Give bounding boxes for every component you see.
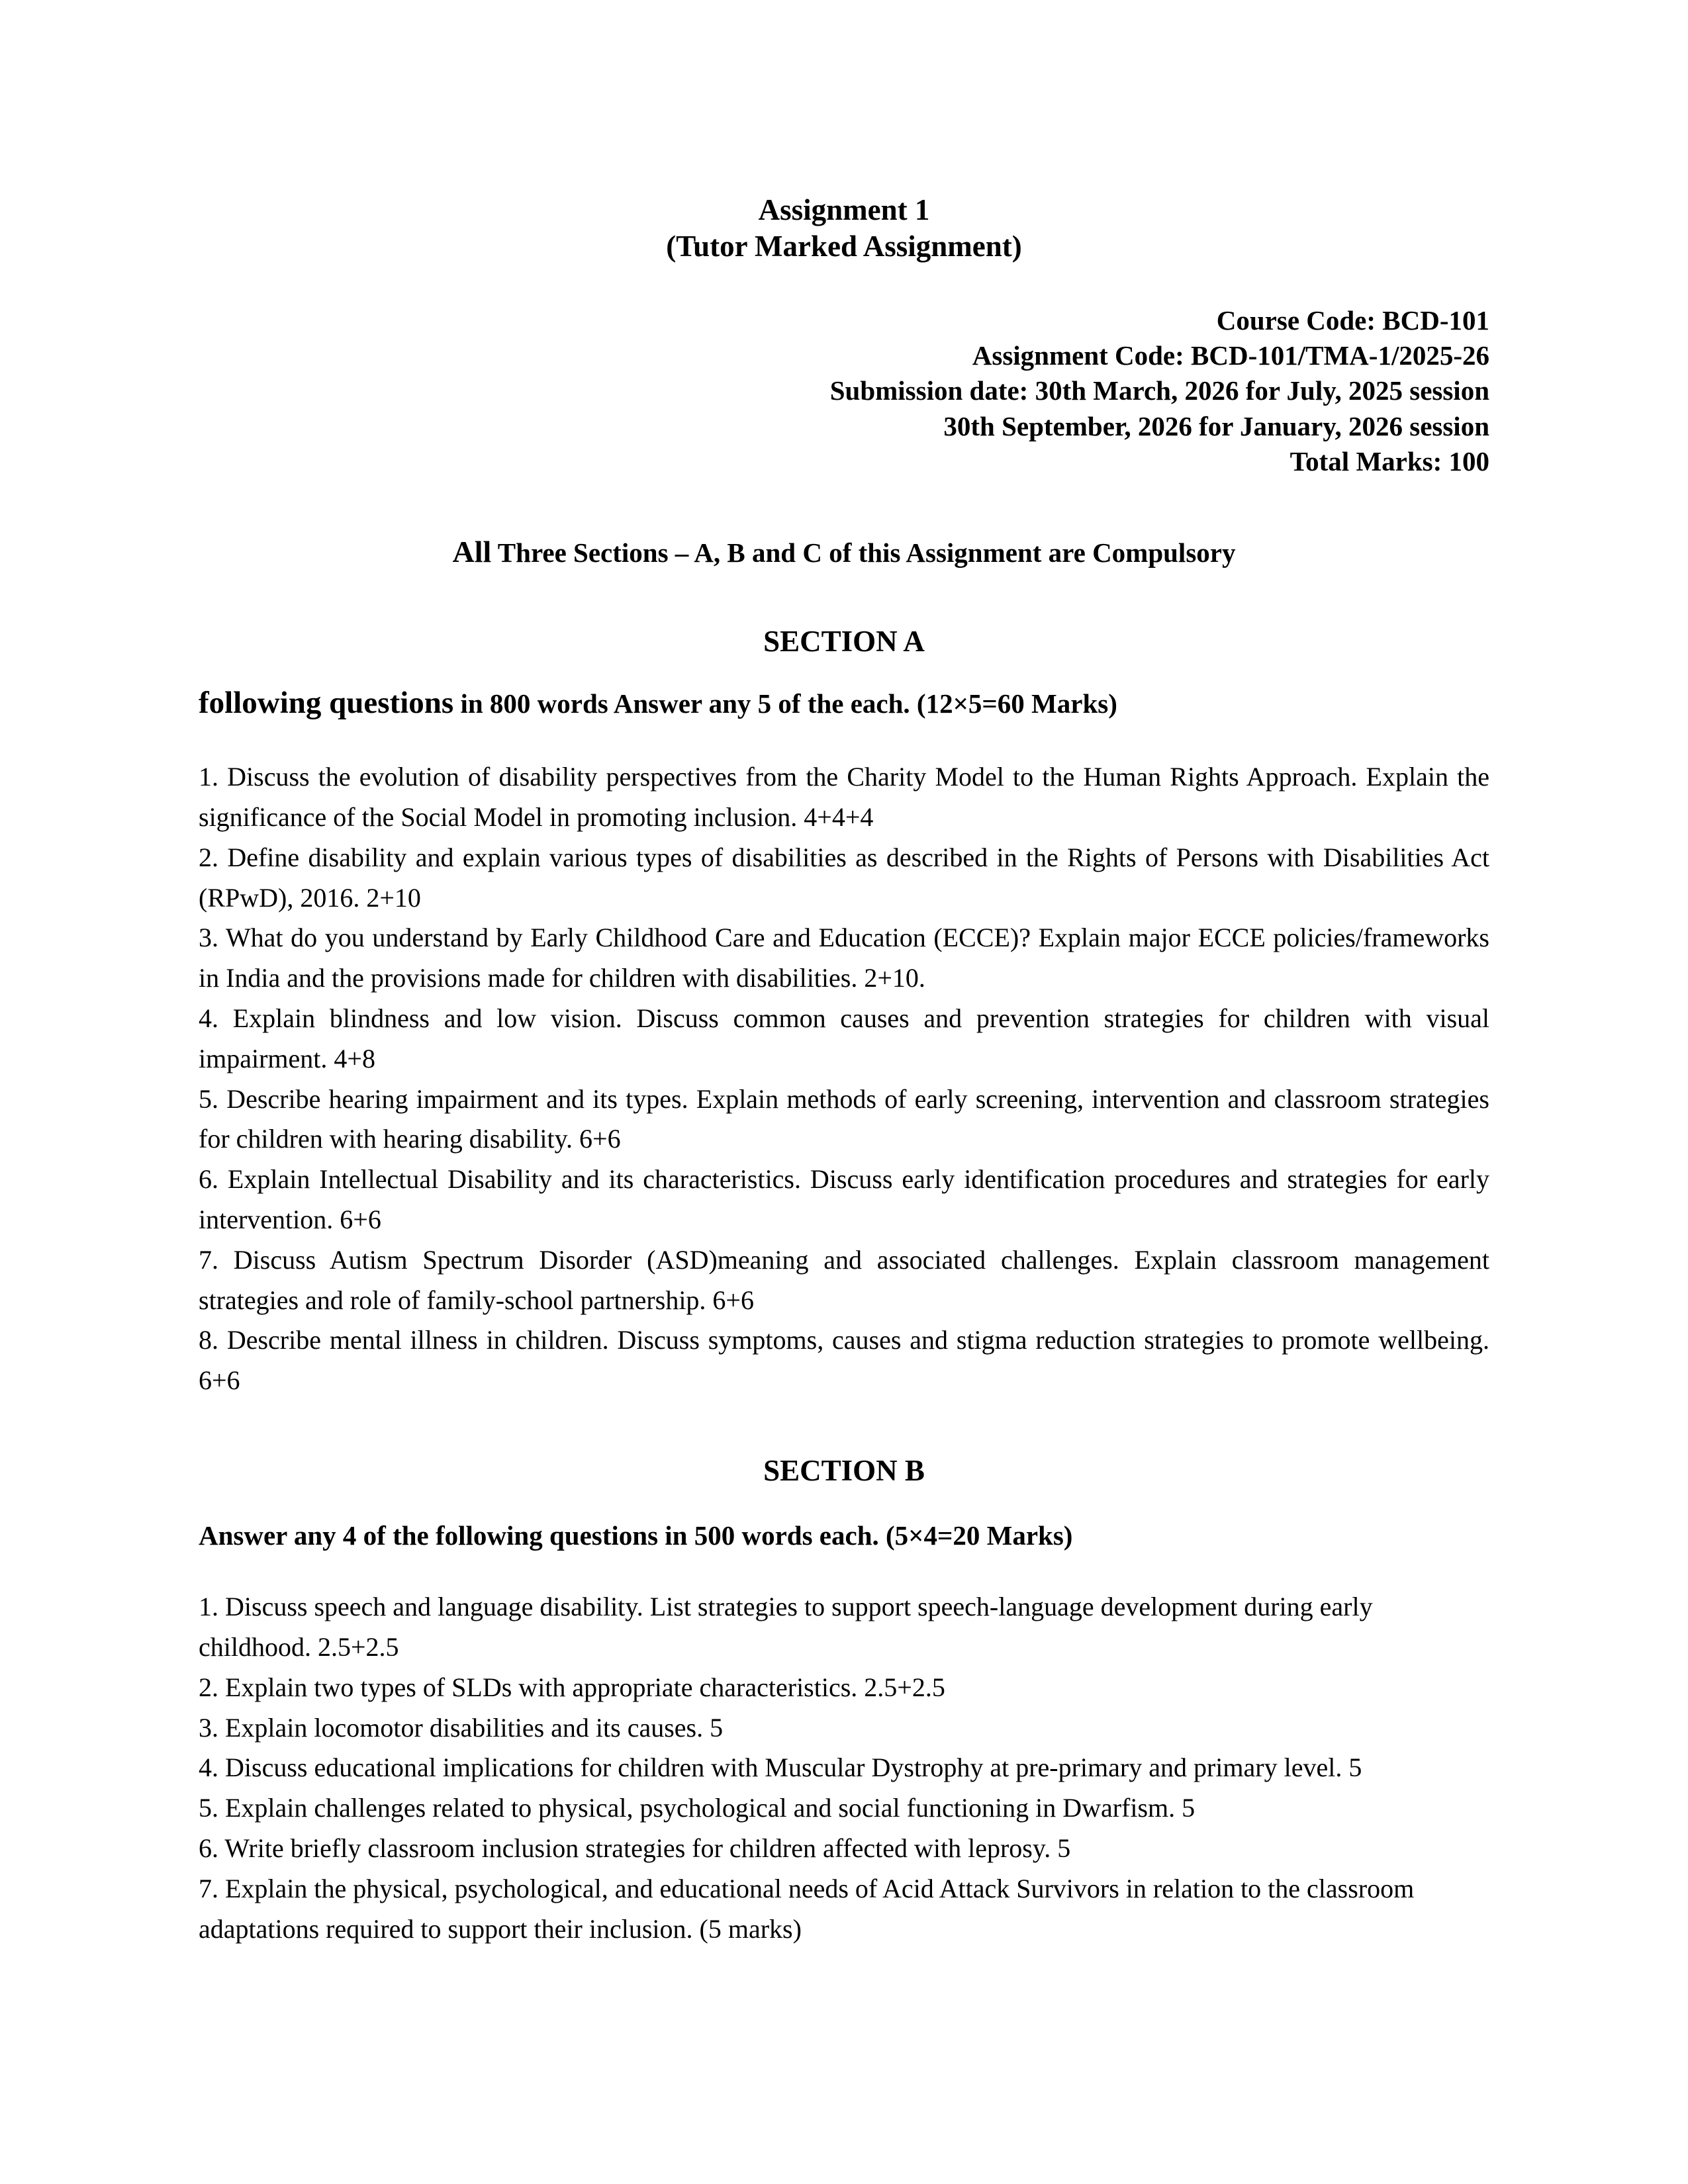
compulsory-note-rest: Three Sections – A, B and C of this Assignment are Compulsory bbox=[491, 537, 1236, 569]
compulsory-sections-note bbox=[199, 532, 1489, 572]
list-item: 7. Discuss Autism Spectrum Disorder (ASD)meaning and associated challenges. Explain classroom management strategies and role of family-school partnership. 6+6 bbox=[199, 1244, 1489, 1315]
course-code: Course Code: BCD-101 bbox=[1216, 304, 1489, 336]
section-a-question-list bbox=[199, 757, 1489, 1401]
section-a-instruction bbox=[199, 684, 1489, 723]
section-a-heading: SECTION A bbox=[763, 625, 925, 659]
list-item: 8. Describe mental illness in children. Discuss symptoms, causes and stigma reduction strategies to promote wellbeing. 6+6 bbox=[199, 1325, 1489, 1396]
assignment-code: Assignment Code: BCD-101/TMA-1/2025-26 bbox=[972, 340, 1489, 371]
title-line-1: Assignment 1 bbox=[758, 193, 930, 226]
list-item: 3. What do you understand by Early Childhood Care and Education (ECCE)? Explain major ECCE policies/frameworks in India and the provisions made for children with disabilities. 2+10. bbox=[199, 923, 1489, 993]
list-item: 2. Explain two types of SLDs with appropriate characteristics. 2.5+2.5 bbox=[199, 1672, 945, 1702]
section-a-instruction-lead: following questions bbox=[199, 686, 454, 721]
submission-date-january-session: 30th September, 2026 for January, 2026 session bbox=[943, 410, 1489, 441]
list-item: 1. Discuss speech and language disability. List strategies to support speech-language development during early childhood. 2.5+2.5 bbox=[199, 1592, 1373, 1662]
list-item: 4. Explain blindness and low vision. Discuss common causes and prevention strategies for children with visual impairment. 4+8 bbox=[199, 1003, 1489, 1073]
list-item: 6. Explain Intellectual Disability and its characteristics. Discuss early identification procedures and strategies for early intervention. 6+6 bbox=[199, 1164, 1489, 1234]
list-item: 7. Explain the physical, psychological, and educational needs of Acid Attack Survivors in relation to the classroom adaptations required to support their inclusion. (5 marks) bbox=[199, 1873, 1415, 1944]
list-item: 2. Define disability and explain various types of disabilities as described in the Rights of Persons with Disabilities Act (RPwD), 2016. 2+10 bbox=[199, 842, 1489, 913]
list-item: 4. Discuss educational implications for children with Muscular Dystrophy at pre-primary and primary level. 5 bbox=[199, 1752, 1362, 1783]
section-b-instruction: Answer any 4 of the following questions in 500 words each. (5×4=20 Marks) bbox=[199, 1520, 1073, 1551]
assignment-meta-block bbox=[199, 303, 1489, 479]
title-line-2: (Tutor Marked Assignment) bbox=[666, 229, 1022, 263]
list-item: 5. Explain challenges related to physical, psychological and social functioning in Dwarfism. 5 bbox=[199, 1793, 1196, 1823]
section-b-heading: SECTION B bbox=[763, 1453, 925, 1487]
compulsory-note-lead: All bbox=[452, 535, 492, 569]
section-a-instruction-rest: in 800 words Answer any 5 of the each. (12×5=60 Marks) bbox=[453, 688, 1117, 719]
list-item: 6. Write briefly classroom inclusion strategies for children affected with leprosy. 5 bbox=[199, 1833, 1071, 1863]
page-title bbox=[199, 192, 1489, 265]
list-item: 3. Explain locomotor disabilities and its causes. 5 bbox=[199, 1712, 724, 1743]
submission-date-july-session: Submission date: 30th March, 2026 for July, 2025 session bbox=[829, 375, 1489, 406]
total-marks: Total Marks: 100 bbox=[1289, 445, 1489, 477]
section-b-question-list bbox=[199, 1587, 1489, 1949]
list-item: 1. Discuss the evolution of disability perspectives from the Charity Model to the Human Rights Approach. Explain the significance of the Social Model in promoting inclusion. 4+4+4 bbox=[199, 762, 1489, 832]
list-item: 5. Describe hearing impairment and its types. Explain methods of early screening, intervention and classroom strategies for children with hearing disability. 6+6 bbox=[199, 1083, 1489, 1154]
